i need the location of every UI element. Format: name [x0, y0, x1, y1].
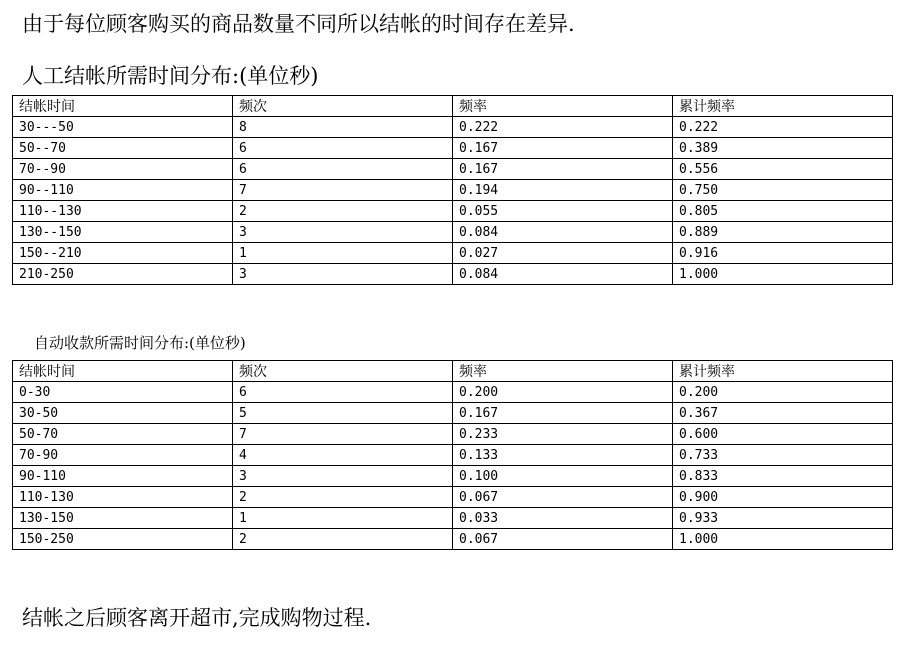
cell-checkout-time: 30-50 [13, 403, 233, 424]
cell-frequency-rate: 0.200 [453, 382, 673, 403]
table-header-row [13, 361, 893, 382]
header-frequency-rate: 频率 [453, 361, 673, 382]
cell-checkout-time: 90--110 [13, 180, 233, 201]
cell-frequency-rate: 0.084 [453, 264, 673, 285]
cell-cumulative-rate: 0.900 [673, 487, 893, 508]
cell-frequency-rate: 0.084 [453, 222, 673, 243]
cell-frequency-rate: 0.167 [453, 403, 673, 424]
table-row [13, 264, 893, 285]
cell-frequency-count: 2 [233, 529, 453, 550]
cell-cumulative-rate: 0.556 [673, 159, 893, 180]
table-row [13, 159, 893, 180]
cell-frequency-rate: 0.067 [453, 529, 673, 550]
cell-frequency-rate: 0.167 [453, 159, 673, 180]
cell-checkout-time: 130--150 [13, 222, 233, 243]
cell-frequency-rate: 0.222 [453, 117, 673, 138]
outro-text: 结帐之后顾客离开超市,完成购物过程. [22, 606, 372, 630]
auto-checkout-table [12, 360, 893, 550]
cell-frequency-count: 2 [233, 487, 453, 508]
table-row [13, 201, 893, 222]
manual-checkout-table [12, 95, 893, 285]
cell-frequency-rate: 0.067 [453, 487, 673, 508]
cell-cumulative-rate: 0.600 [673, 424, 893, 445]
cell-cumulative-rate: 0.750 [673, 180, 893, 201]
table-row [13, 466, 893, 487]
cell-frequency-count: 1 [233, 243, 453, 264]
table-row [13, 138, 893, 159]
cell-frequency-rate: 0.100 [453, 466, 673, 487]
table-row [13, 445, 893, 466]
table-row [13, 424, 893, 445]
cell-frequency-count: 3 [233, 222, 453, 243]
cell-frequency-count: 7 [233, 424, 453, 445]
cell-frequency-rate: 0.233 [453, 424, 673, 445]
cell-frequency-rate: 0.055 [453, 201, 673, 222]
cell-cumulative-rate: 0.733 [673, 445, 893, 466]
header-cumulative-rate: 累计频率 [673, 361, 893, 382]
header-frequency-rate: 频率 [453, 96, 673, 117]
cell-frequency-rate: 0.027 [453, 243, 673, 264]
cell-frequency-count: 3 [233, 466, 453, 487]
table-row [13, 180, 893, 201]
manual-checkout-table-title: 人工结帐所需时间分布:(单位秒) [22, 64, 319, 88]
table-row [13, 222, 893, 243]
cell-checkout-time: 50--70 [13, 138, 233, 159]
cell-checkout-time: 130-150 [13, 508, 233, 529]
cell-cumulative-rate: 0.916 [673, 243, 893, 264]
cell-cumulative-rate: 1.000 [673, 529, 893, 550]
cell-cumulative-rate: 0.200 [673, 382, 893, 403]
header-checkout-time: 结帐时间 [13, 361, 233, 382]
cell-checkout-time: 90-110 [13, 466, 233, 487]
cell-frequency-count: 7 [233, 180, 453, 201]
cell-checkout-time: 110-130 [13, 487, 233, 508]
cell-frequency-count: 2 [233, 201, 453, 222]
cell-cumulative-rate: 0.805 [673, 201, 893, 222]
cell-frequency-count: 1 [233, 508, 453, 529]
cell-checkout-time: 70--90 [13, 159, 233, 180]
cell-cumulative-rate: 0.389 [673, 138, 893, 159]
cell-cumulative-rate: 0.889 [673, 222, 893, 243]
table-row [13, 243, 893, 264]
cell-frequency-count: 6 [233, 382, 453, 403]
table-row [13, 117, 893, 138]
cell-frequency-count: 6 [233, 159, 453, 180]
table-header-row [13, 96, 893, 117]
table-row [13, 487, 893, 508]
cell-frequency-rate: 0.133 [453, 445, 673, 466]
cell-cumulative-rate: 0.222 [673, 117, 893, 138]
cell-frequency-count: 4 [233, 445, 453, 466]
intro-text: 由于每位顾客购买的商品数量不同所以结帐的时间存在差异. [22, 12, 575, 36]
cell-frequency-count: 6 [233, 138, 453, 159]
cell-cumulative-rate: 1.000 [673, 264, 893, 285]
header-frequency-count: 频次 [233, 96, 453, 117]
cell-checkout-time: 50-70 [13, 424, 233, 445]
cell-cumulative-rate: 0.833 [673, 466, 893, 487]
cell-frequency-count: 8 [233, 117, 453, 138]
cell-checkout-time: 210-250 [13, 264, 233, 285]
cell-cumulative-rate: 0.933 [673, 508, 893, 529]
cell-frequency-count: 3 [233, 264, 453, 285]
cell-frequency-rate: 0.194 [453, 180, 673, 201]
cell-frequency-rate: 0.033 [453, 508, 673, 529]
table-row [13, 382, 893, 403]
cell-checkout-time: 70-90 [13, 445, 233, 466]
cell-checkout-time: 150--210 [13, 243, 233, 264]
cell-checkout-time: 30---50 [13, 117, 233, 138]
cell-frequency-count: 5 [233, 403, 453, 424]
table-row [13, 529, 893, 550]
cell-cumulative-rate: 0.367 [673, 403, 893, 424]
cell-checkout-time: 0-30 [13, 382, 233, 403]
table-row [13, 403, 893, 424]
table-row [13, 508, 893, 529]
header-cumulative-rate: 累计频率 [673, 96, 893, 117]
header-frequency-count: 频次 [233, 361, 453, 382]
cell-checkout-time: 110--130 [13, 201, 233, 222]
auto-checkout-table-title: 自动收款所需时间分布:(单位秒) [34, 334, 246, 352]
header-checkout-time: 结帐时间 [13, 96, 233, 117]
cell-checkout-time: 150-250 [13, 529, 233, 550]
cell-frequency-rate: 0.167 [453, 138, 673, 159]
